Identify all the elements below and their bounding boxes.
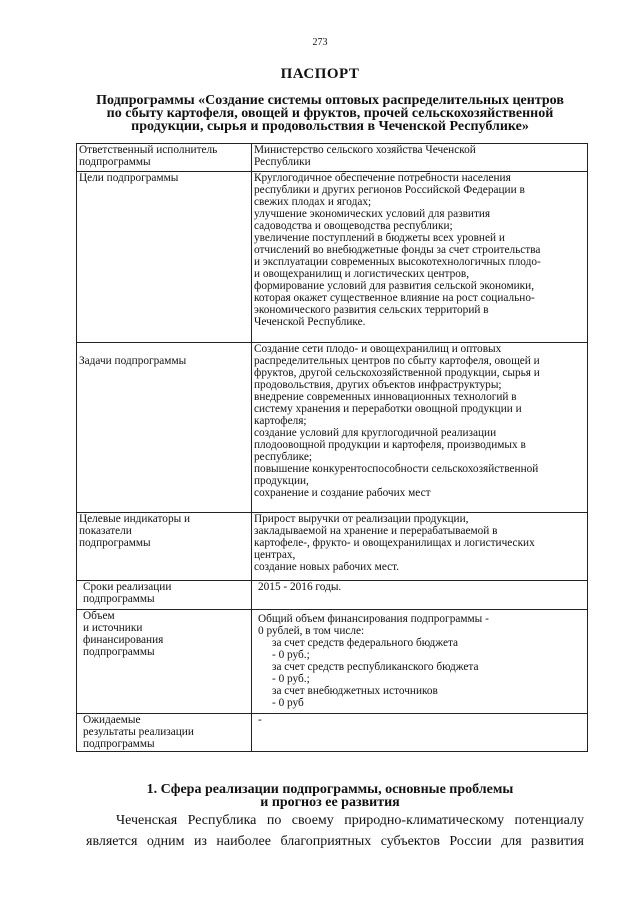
row-value: Общий объем финансирования подпрограммы - 0 рублей, в том числе: за счет средств федерального бюджета - 0 руб.; за счет средств республиканского бюджета - 0 руб.; за счет внебюджетных источников - 0 руб bbox=[252, 610, 588, 714]
subtitle-line: продукции, сырья и продовольствия в Чеченской Республике» bbox=[131, 119, 529, 134]
page-number: 273 bbox=[312, 37, 328, 48]
row-value: Прирост выручки от реализации продукции, закладываемой на хранение и перерабатываемой в картофеле-, фрукто- и овощехранилищах и логистических центрах, создание новых рабочих мест. bbox=[252, 513, 588, 581]
table-row-results bbox=[77, 714, 588, 752]
row-value: Создание сети плодо- и овощехранилищ и оптовых распределительных центров по сбыту картофеля, овощей и фруктов, другой сельскохозяйственной продукции, сырья и продовольствия, других объектов инфраструктуры; внедрение современных инновационных технологий в систему хранения и переработки овощной продукции и картофеля; создание условий для круглогодичной реализации плодоовощной продукции и картофеля, производимых в республике; повышение конкурентоспособности сельскохозяйственной продукции, сохранение и создание рабочих мест bbox=[252, 343, 588, 513]
table-row-terms bbox=[77, 581, 588, 610]
table-row-indicators bbox=[77, 513, 588, 581]
row-label: Сроки реализации подпрограммы bbox=[77, 581, 252, 610]
section-heading: 1. Сфера реализации подпрограммы, основные проблемы и прогноз ее развития bbox=[146, 782, 514, 810]
paragraph-line: Чеченская Республика по своему природно-климатическому потенциалу bbox=[116, 813, 584, 828]
subtitle-line: по сбыту картофеля, овощей и фруктов, прочей сельскохозяйственной bbox=[106, 106, 554, 121]
paragraph-line: является одним из наиболее благоприятных субъектов России для развития bbox=[86, 834, 584, 849]
table-row-responsible bbox=[77, 144, 588, 172]
subprogram-title bbox=[60, 94, 600, 133]
table-row-financing bbox=[77, 610, 588, 714]
row-label: Задачи подпрограммы bbox=[77, 343, 252, 513]
row-label: Цели подпрограммы bbox=[77, 172, 252, 343]
row-value: Круглогодичное обеспечение потребности населения республики и других регионов Российской Федерации в свежих плодах и ягодах; улучшение экономических условий для развития садоводства и овощеводства республики; увеличение поступлений в бюджеты всех уровней и отчислений во внебюджетные фонды за счет строительства и эксплуатации современных высокотехнологичных плодо- и овощехранилищ и логистических центров, формирование условий для развития сельской экономики, которая окажет существенное влияние на рост социально- экономического развития сельских территорий в Чеченской Республике. bbox=[252, 172, 588, 343]
table-row-tasks bbox=[77, 343, 588, 513]
subtitle-line: Подпрограммы «Создание системы оптовых распределительных центров bbox=[96, 93, 564, 108]
row-value: Министерство сельского хозяйства Чеченской Республики bbox=[252, 144, 588, 172]
passport-table bbox=[76, 143, 588, 752]
row-label: Ожидаемые результаты реализации подпрограммы bbox=[77, 714, 252, 752]
row-value: 2015 - 2016 годы. bbox=[252, 581, 588, 610]
row-label: Целевые индикаторы и показатели подпрограммы bbox=[77, 513, 252, 581]
row-label: Объем и источники финансирования подпрограммы bbox=[77, 610, 252, 714]
body-paragraph bbox=[86, 810, 584, 852]
document-title: ПАСПОРТ bbox=[280, 66, 360, 82]
row-label: Ответственный исполнитель подпрограммы bbox=[77, 144, 252, 172]
table-row-goals bbox=[77, 172, 588, 343]
row-value: - bbox=[252, 714, 588, 752]
